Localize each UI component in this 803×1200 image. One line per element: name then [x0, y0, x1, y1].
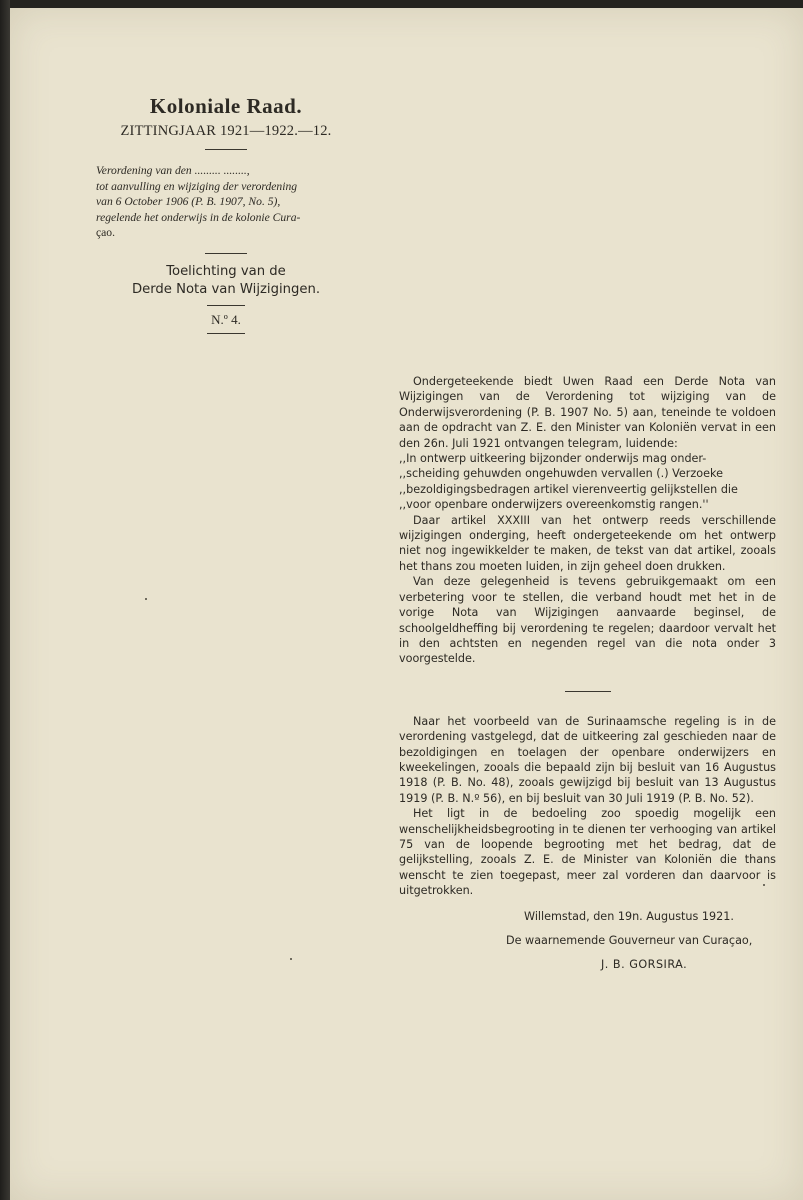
document-number: N.º 4. [211, 311, 241, 327]
body-paragraph: Het ligt in de bedoeling zoo spoedig mogelijk een wenschelijkheidsbegrooting in te dienen ter verhooging van artikel 75 van de loopende begrooting met het bedrag, dat de gelijkstelling, zooals Z. E. de Minister van Koloniën die thans wenscht te zien toegepast, meer zal vorderen dan daarvoor is uitgetrokken. [399, 807, 776, 898]
scan-left-border [0, 0, 10, 1200]
telegram-quote-line: ,,bezoldigingsbedragen artikel vierenveertig gelijkstellen die [399, 482, 738, 496]
section-divider [565, 691, 611, 692]
council-title: Koloniale Raad. [149, 94, 303, 118]
body-paragraph: Van deze gelegenheid is tevens gebruikgemaakt om een verbetering voor te stellen, die verband houdt met het in de vorige Nota van Wijzigingen aanvaarde beginsel, de schoolgeldheffing bij verordening te regelen; daardoor vervalt het in den achtsten en negenden regel van die nota onder 3 voorgestelde. [399, 575, 776, 666]
regulation-description [96, 163, 362, 241]
header-column [90, 94, 362, 334]
divider [205, 149, 247, 150]
body-paragraph: Ondergeteekende biedt Uwen Raad een Derde Nota van Wijzigingen van de Verordening tot wijziging van de Onderwijsverordening (P. B. 1907 No. 5) aan, teneinde te voldoen aan de opdracht van Z. E. den Minister van Koloniën vervat in een den 26n. Juli 1921 ontvangen telegram, luidende: [399, 375, 776, 450]
paper-speck [145, 598, 147, 600]
divider [207, 305, 245, 306]
telegram-quote-line: ,,In ontwerp uitkeering bijzonder onderwijs mag onder- [399, 452, 707, 466]
divider [207, 333, 245, 334]
paper-speck [763, 884, 765, 886]
telegram-quote-line: ,,scheiding gehuwden ongehuwden vervallen (.) Verzoeke [399, 467, 723, 481]
signature-name: J. B. GORSIRA. [601, 958, 688, 972]
document-heading [90, 263, 362, 299]
body-column [399, 374, 776, 973]
regulation-line: van 6 October 1906 (P. B. 1907, No. 5), [96, 195, 281, 208]
regulation-line: çao. [96, 226, 115, 239]
regulation-line: Verordening van den ......... ........, [96, 164, 250, 177]
document-page [10, 8, 803, 1200]
regulation-line: regelende het onderwijs in de kolonie Cura- [96, 210, 301, 224]
heading-line: Derde Nota van Wijzigingen. [131, 281, 321, 297]
heading-line: Toelichting van de [166, 263, 286, 279]
body-paragraph: Daar artikel XXXIII van het ontwerp reeds verschillende wijzigingen onderging, heeft ondergeteekende om het ontwerp niet nog ingewikkelder te maken, de tekst van dat artikel, zooals het thans zou moeten luiden, in zijn geheel doen drukken. [399, 513, 776, 573]
scan-top-border [0, 0, 803, 8]
session-year: ZITTINGJAAR 1921—1922.—12. [120, 123, 332, 139]
paper-speck [290, 958, 292, 960]
signature-place-date: Willemstad, den 19n. Augustus 1921. [524, 909, 734, 923]
signature-title: De waarnemende Gouverneur van Curaçao, [506, 934, 753, 947]
divider [205, 253, 247, 254]
regulation-line: tot aanvulling en wijziging der verordening [96, 179, 298, 193]
body-paragraph: Naar het voorbeeld van de Surinaamsche regeling is in de verordening vastgelegd, dat de uitkeering zal geschieden naar de bezoldigingen en toelagen der openbare onderwijzers en kweekelingen, zooals die bepaald zijn bij besluit van 16 Augustus 1918 (P. B. No. 48), zooals gewijzigd bij besluit van 13 Augustus 1919 (P. B. N.º 56), en bij besluit van 30 Juli 1919 (P. B. No. 52). [399, 714, 776, 805]
telegram-quote-line: ,,voor openbare onderwijzers overeenkomstig rangen.'' [399, 498, 709, 512]
